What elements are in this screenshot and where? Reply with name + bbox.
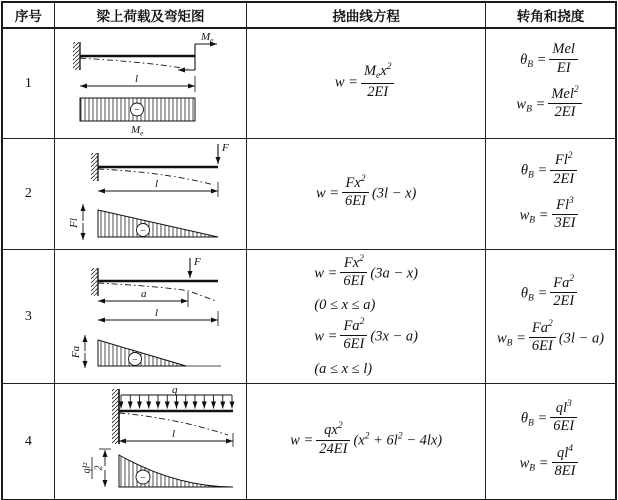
row-number: 3 [2,250,54,384]
deflection-equation-cell [247,139,486,250]
beam-diagram-cell [54,139,247,250]
length-dimension [98,307,218,326]
length-label: l [134,73,138,85]
deflection-equation: w = $\frac{Fx^2}{6EI}$ (3a − x) [314,253,418,289]
header-no: 序号 [2,2,54,28]
rotation-result: $\theta_B$ = Mel EI [520,43,581,79]
header-row [2,2,616,28]
beam-diagram-cell [54,28,247,139]
deflection-curve [80,58,188,69]
deflection-equation-cell [247,28,486,139]
force-label: F [221,142,229,154]
fixed-support [112,389,119,444]
table-row [2,250,616,384]
header-diagram: 梁上荷载及弯矩图 [54,2,247,28]
beam-deflection-table [1,1,617,500]
length-dimension [80,73,195,92]
equation-domain: (a ≤ x ≤ l) [314,360,373,377]
load-label: q [171,384,178,396]
results-cell [486,28,616,139]
dim-a [98,288,188,307]
table-row [2,28,616,139]
sign-minus: − [139,472,146,484]
beam-diagram-moment [55,30,247,137]
equation-domain: (0 ≤ x ≤ a) [314,297,376,314]
table-row [2,384,616,500]
deflection-result: $w_B$ = $\frac{Fl^3}{3EI}$ [520,198,582,235]
table-row [2,139,616,250]
deflection-equation: w = $M_ex^2$ 2EI [335,64,398,103]
moment-max-label: Fa [69,345,82,359]
sign-minus: − [131,354,138,366]
rotation-result: $\theta_B$ = $\frac{Fa^2}{2EI}$ [521,276,580,313]
rotation-result: $\theta_B$ = $\frac{Fl^2}{2EI}$ [521,153,580,190]
moment-max-numerator: ql² [81,462,93,474]
length-label: l [154,178,158,190]
moment-max-fraction [81,457,104,479]
moment-label: $M_e$ [200,31,214,45]
fixed-support [91,268,98,296]
sign-minus: − [133,105,140,116]
dim-a-label: a [140,288,147,300]
moment-diagram-label: $M_e$ [130,124,144,137]
deflection-equation-cell [247,384,486,500]
moment-max-denominator: 2 [93,465,105,471]
beam-diagram-mid-force [55,251,247,382]
force-label: F [193,256,201,268]
row-number: 2 [2,139,54,250]
deflection-result: $w_B$ = $\frac{Fa^2}{6EI}$ (3l − a) [496,318,605,354]
deflection-equation: w = $\frac{qx^2}{24EI}$ $(x^2 + 6l^2 - 4lx)$ [290,421,443,457]
results-cell [486,250,616,384]
beam-diagram-cell [54,384,247,500]
beam-diagram-uniform-load [55,384,247,499]
moment-diagram [80,98,195,137]
fixed-support [91,153,98,181]
results-cell [486,384,616,500]
moment-max-label: Fl [67,218,80,228]
deflection-equation: w = $\frac{Fa^2}{6EI}$ (3x − a) [314,317,418,353]
beam-diagram-tip-force [55,139,247,249]
length-label: l [154,307,158,319]
moment-diagram [70,335,221,368]
beam-diagram-cell [54,250,247,384]
moment-diagram [81,449,233,487]
length-dimension [98,178,218,197]
length-label: l [171,428,175,440]
distributed-load [121,395,232,409]
deflection-equation-cell [247,250,486,384]
deflection-curve [98,283,216,301]
header-equation: 挠曲线方程 [247,2,486,28]
row-number: 4 [2,384,54,500]
row-number: 1 [2,28,54,139]
moment-diagram [68,204,218,240]
rotation-result: $\theta_B$ = $\frac{ql^3}{6EI}$ [521,401,580,438]
header-results: 转角和挠度 [486,2,616,28]
sign-minus: − [139,225,146,237]
results-cell [486,139,616,250]
deflection-equation: w = $\frac{Fx^2}{6EI}$ (3l − x) [315,173,417,209]
deflection-result: $w_B$ = $\frac{ql^4}{8EI}$ [520,446,582,483]
deflection-result: $w_B$ = Mel$^2$ 2EI [516,87,584,124]
fixed-support [73,42,80,70]
